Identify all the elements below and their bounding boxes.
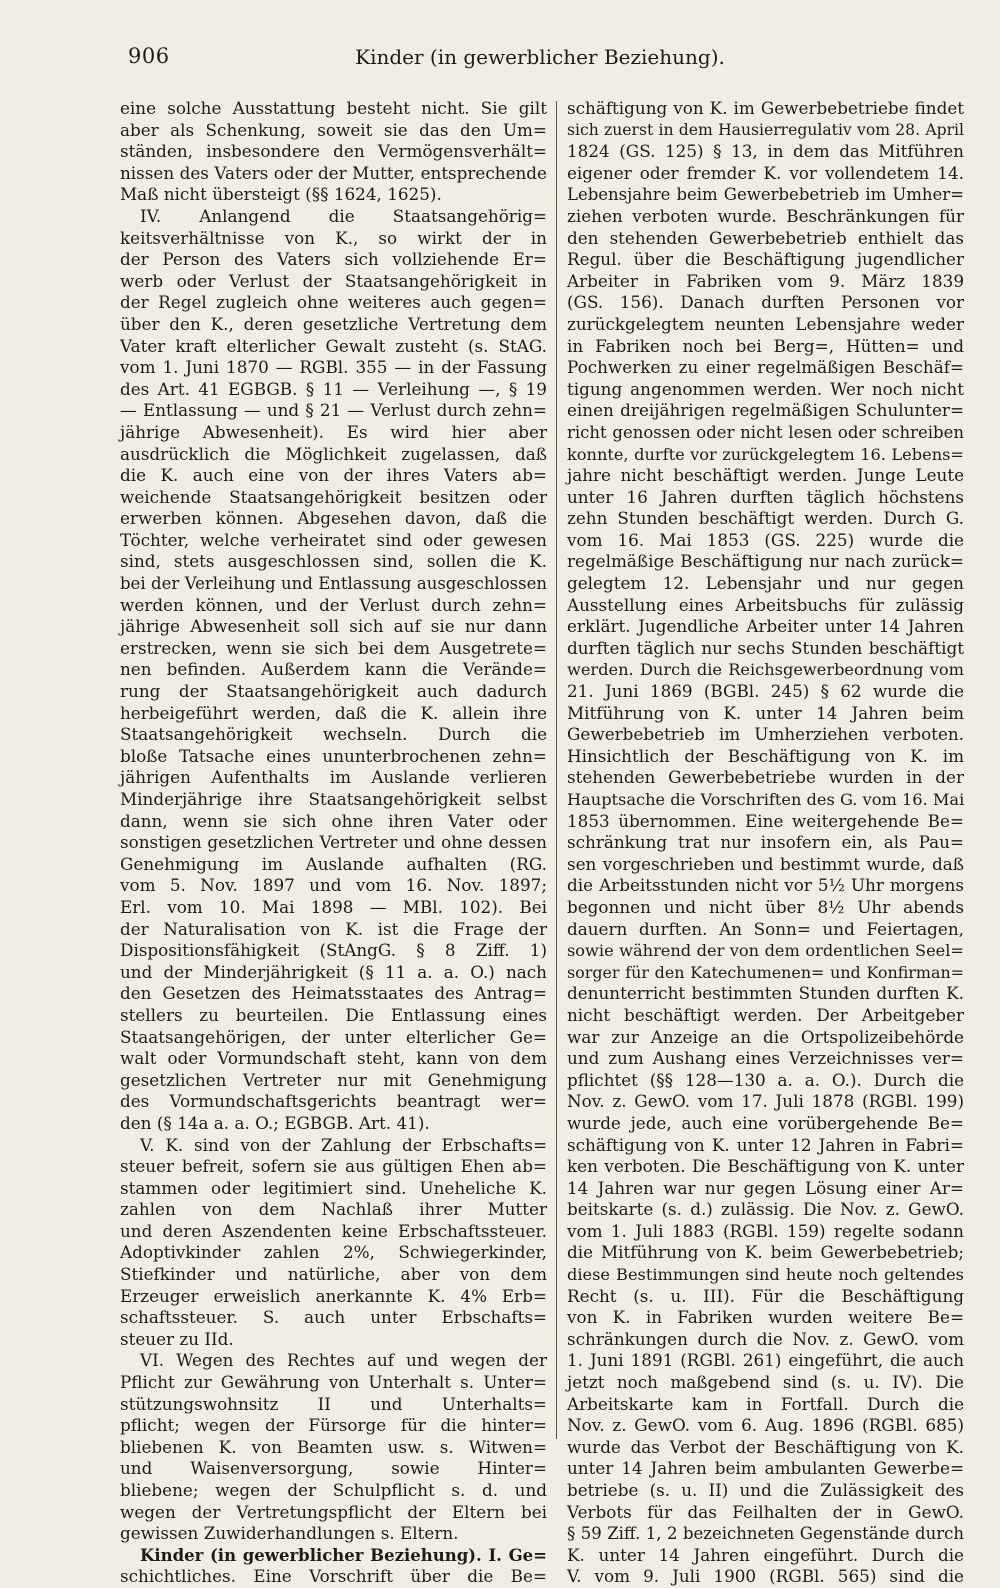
- text-line: sen vorgeschrieben und bestimmt wurde, daß: [567, 853, 964, 874]
- text-line: erstrecken, wenn sie sich bei dem Ausgetrete=: [120, 637, 547, 658]
- text-line: sind, stets ausgeschlossen sind, sollen die K.: [120, 551, 547, 572]
- text-line: jährigen Aufenthalts im Auslande verlieren: [120, 767, 547, 788]
- text-line: V. vom 9. Juli 1900 (RGBl. 565) sind die: [567, 1566, 964, 1587]
- text-line: konnte, durfte vor zurückgelegtem 16. Lebens=: [567, 444, 964, 464]
- text-line: Maß nicht übersteigt (§§ 1624, 1625).: [120, 184, 442, 205]
- text-line: Hinsichtlich der Beschäftigung von K. im: [567, 745, 964, 766]
- text-line: diese Bestimmungen sind heute noch geltendes: [567, 1265, 964, 1285]
- text-line: Adoptivkinder zahlen 2%, Schwiegerkinder,: [120, 1242, 547, 1263]
- text-line: einen dreijährigen regelmäßigen Schulunter=: [567, 400, 964, 421]
- text-line: IV. Anlangend die Staatsangehörig=: [140, 205, 547, 226]
- text-line: vom 16. Mai 1853 (GS. 225) wurde die: [567, 529, 964, 550]
- text-line: eigener oder fremder K. vor vollendetem 14.: [567, 162, 964, 183]
- text-line: werden können, und der Verlust durch zehn=: [120, 594, 547, 615]
- text-line: Erzeuger erweislich anerkannte K. 4% Erb=: [120, 1285, 547, 1306]
- text-line: Hauptsache die Vorschriften des G. vom 16. Mai: [567, 790, 965, 809]
- text-line: sowie während der von dem ordentlichen Seel=: [567, 941, 964, 961]
- text-line: jährige Abwesenheit). Es wird hier aber: [120, 421, 547, 442]
- text-line: der Naturalisation von K. ist die Frage der: [120, 918, 547, 939]
- text-line: Mitführung von K. unter 14 Jahren beim: [567, 702, 964, 723]
- text-line: Staatsangehörigkeit wechseln. Durch die: [120, 724, 547, 745]
- text-line: schaftssteuer. S. auch unter Erbschafts=: [120, 1307, 547, 1328]
- text-line: Stiefkinder und natürliche, aber von dem: [120, 1264, 547, 1285]
- text-line: stellers zu beurteilen. Die Entlassung eines: [120, 1004, 547, 1025]
- text-line: Arbeitskarte kam in Fortfall. Durch die: [567, 1393, 964, 1414]
- text-line: richt genossen oder nicht lesen oder schreiben: [567, 422, 964, 442]
- text-line: die Arbeitsstunden nicht vor 5½ Uhr morgens: [567, 875, 964, 896]
- text-line: und deren Aszendenten keine Erbschaftssteuer.: [120, 1220, 547, 1241]
- text-line: des Vormundschaftsgerichts beantragt wer=: [120, 1091, 547, 1112]
- text-line: unter 14 Jahren beim ambulanten Gewerbe=: [567, 1458, 964, 1479]
- text-line: steuer befreit, sofern sie aus gültigen Ehen ab=: [120, 1156, 547, 1177]
- text-line: durften täglich nur sechs Stunden beschäftigt: [567, 637, 964, 658]
- text-line: schichtliches. Eine Vorschrift über die Be=: [120, 1566, 547, 1587]
- text-line: wurde das Verbot der Beschäftigung von K.: [567, 1436, 964, 1457]
- text-line: Erl. vom 10. Mai 1898 — MBl. 102). Bei: [120, 896, 547, 917]
- text-line: jährige Abwesenheit soll sich auf sie nur dann: [120, 616, 547, 637]
- text-line: K. unter 14 Jahren eingeführt. Durch die: [567, 1544, 964, 1565]
- text-line: (GS. 156). Danach durften Personen vor: [567, 292, 964, 313]
- text-line: Dispositionsfähigkeit (StAngG. § 8 Ziff. 1): [120, 940, 547, 961]
- text-line: schränkungen durch die Nov. z. GewO. vom: [567, 1328, 964, 1349]
- text-line: eine solche Ausstattung besteht nicht. Sie gilt: [120, 98, 547, 118]
- text-line: dann, wenn sie sich ohne ihren Vater oder: [120, 810, 547, 831]
- text-line: sorger für den Katechumenen= und Konfirman=: [567, 962, 964, 982]
- text-line: über den K., deren gesetzliche Vertretung dem: [120, 313, 547, 334]
- column-divider: [556, 101, 557, 1439]
- text-line: schäftigung von K. unter 12 Jahren in Fabri=: [567, 1134, 964, 1155]
- text-line: Nov. z. GewO. vom 17. Juli 1878 (RGBl. 199): [567, 1091, 964, 1112]
- text-line: Regul. über die Beschäftigung jugendlicher: [567, 249, 964, 270]
- text-line: rung der Staatsangehörigkeit auch dadurch: [120, 681, 547, 702]
- text-line: § 59 Ziff. 1, 2 bezeichneten Gegenstände durch: [567, 1524, 964, 1544]
- text-line: pflichtet (§§ 128—130 a. a. O.). Durch die: [567, 1069, 964, 1090]
- text-line: unter 16 Jahren durften täglich höchstens: [567, 486, 964, 507]
- text-line: Vater kraft elterlicher Gewalt zusteht (s. StAG.: [120, 335, 547, 356]
- text-line: betriebe (s. u. II) und die Zulässigkeit des: [567, 1480, 964, 1500]
- text-line: ziehen verboten wurde. Beschränkungen für: [567, 205, 964, 226]
- text-line: und der Minderjährigkeit (§ 11 a. a. O.) nach: [120, 961, 547, 982]
- text-line: 1824 (GS. 125) § 13, in dem das Mitführen: [567, 141, 964, 162]
- text-line: vom 1. Juli 1883 (RGBl. 159) regelte sodann: [567, 1220, 964, 1241]
- text-line: des Art. 41 EGBGB. § 11 — Verleihung —, § 19: [120, 378, 547, 399]
- text-line: den Gesetzen des Heimatsstaates des Antrag=: [120, 983, 547, 1004]
- text-line: Ausstellung eines Arbeitsbuchs für zulässig: [567, 594, 964, 615]
- text-line: — Entlassung — und § 21 — Verlust durch zehn=: [120, 400, 547, 421]
- text-line: bloße Tatsache eines ununterbrochenen zehn=: [120, 745, 547, 766]
- text-line: vom 1. Juni 1870 — RGBl. 355 — in der Fassung: [120, 357, 547, 378]
- text-line: bliebene; wegen der Schulpflicht s. d. und: [120, 1480, 547, 1500]
- text-line: Lebensjahre beim Gewerbebetrieb im Umher=: [567, 185, 964, 205]
- text-column-right: [567, 98, 965, 1587]
- text-line: Nov. z. GewO. vom 6. Aug. 1896 (RGBl. 685): [567, 1415, 964, 1436]
- text-line: pflicht; wegen der Fürsorge für die hinter=: [120, 1415, 547, 1436]
- text-line: steuer zu IId.: [120, 1328, 234, 1349]
- text-line: den stehenden Gewerbebetrieb enthielt das: [567, 227, 964, 248]
- text-line: die Mitführung von K. beim Gewerbebetrieb;: [567, 1242, 964, 1263]
- text-line: ausdrücklich die Möglichkeit zugelassen, daß: [120, 443, 547, 464]
- text-line: und Waisenversorgung, sowie Hinter=: [120, 1458, 547, 1479]
- text-line: walt oder Vormundschaft steht, kann von dem: [120, 1048, 547, 1069]
- running-title: Kinder (in gewerblicher Beziehung).: [355, 45, 725, 69]
- text-line: der Regel zugleich ohne weiteres auch gegen=: [120, 292, 547, 313]
- text-line: schränkung trat nur insofern ein, als Pau=: [567, 832, 964, 853]
- text-line: aber als Schenkung, soweit sie das den Um=: [120, 119, 547, 140]
- text-line: gewissen Zuwiderhandlungen s. Eltern.: [120, 1523, 459, 1544]
- text-line: stützungswohnsitz II und Unterhalts=: [120, 1393, 547, 1414]
- text-line: war zur Anzeige an die Ortspolizeibehörde: [567, 1026, 964, 1047]
- text-line: Töchter, welche verheiratet sind oder gewesen: [120, 529, 547, 550]
- text-line: erklärt. Jugendliche Arbeiter unter 14 Jahren: [567, 616, 964, 637]
- text-line: nicht beschäftigt werden. Der Arbeitgeber: [567, 1004, 964, 1025]
- text-line: nen befinden. Außerdem kann die Verände=: [120, 659, 547, 680]
- text-line: und zum Aushang eines Verzeichnisses ver=: [567, 1048, 964, 1069]
- text-line: bei der Verleihung und Entlassung ausgeschlossen: [120, 574, 547, 594]
- text-line: Staatsangehörigen, der unter elterlicher Ge=: [120, 1026, 547, 1047]
- text-line: wegen der Vertretungspflicht der Eltern bei: [120, 1501, 547, 1522]
- text-line: werb oder Verlust der Staatsangehörigkeit in: [120, 270, 547, 291]
- text-line: zehn Stunden beschäftigt werden. Durch G.: [567, 508, 964, 529]
- text-line: dauern durften. An Sonn= und Feiertagen,: [567, 918, 964, 939]
- text-line: Gewerbebetrieb im Umherziehen verboten.: [567, 724, 964, 745]
- text-line: stehenden Gewerbebetriebe wurden in der: [567, 767, 964, 788]
- text-line: beitskarte (s. d.) zulässig. Die Nov. z. GewO.: [567, 1199, 964, 1220]
- text-line: denunterricht bestimmten Stunden durften K.: [567, 983, 964, 1004]
- text-line: ständen, insbesondere den Vermögensverhält=: [120, 141, 547, 162]
- text-line: keitsverhältnisse von K., so wirkt der in: [120, 227, 547, 248]
- text-line: den (§ 14a a. a. O.; EGBGB. Art. 41).: [120, 1112, 430, 1133]
- text-line: 14 Jahren war nur gegen Lösung einer Ar=: [567, 1177, 964, 1198]
- text-line: nissen des Vaters oder der Mutter, entsprechende: [120, 162, 547, 183]
- text-line: sich zuerst in dem Hausierregulativ vom 28. April: [567, 120, 964, 139]
- text-line: 1. Juni 1891 (RGBl. 261) eingeführt, die auch: [567, 1350, 964, 1371]
- text-line: stammen oder legitimiert sind. Uneheliche K.: [120, 1177, 547, 1198]
- text-line: werden. Durch die Reichsgewerbeordnung vom: [567, 660, 964, 680]
- text-line: ken verboten. Die Beschäftigung von K. unter: [567, 1156, 964, 1177]
- text-line: Pochwerken zu einer regelmäßigen Beschäf=: [567, 357, 964, 378]
- text-line: von K. in Fabriken wurden weitere Be=: [567, 1307, 964, 1328]
- text-line: Verbots für das Feilhalten der in GewO.: [567, 1501, 964, 1522]
- text-line: Pflicht zur Gewährung von Unterhalt s. Unter=: [120, 1372, 547, 1393]
- text-line: Arbeiter in Fabriken vom 9. März 1839: [567, 270, 964, 291]
- text-line: herbeigeführt werden, daß die K. allein ihre: [120, 702, 547, 723]
- text-column-left: [120, 98, 547, 1587]
- text-line: regelmäßige Beschäftigung nur nach zurück=: [567, 551, 964, 572]
- text-line: in Fabriken noch bei Berg=, Hütten= und: [567, 335, 964, 356]
- text-line: vom 5. Nov. 1897 und vom 16. Nov. 1897;: [120, 875, 547, 896]
- text-line: erwerben können. Abgesehen davon, daß die: [120, 508, 547, 529]
- text-line: zurückgelegtem neunten Lebensjahre weder: [567, 313, 964, 334]
- text-line: schäftigung von K. im Gewerbebetriebe findet: [567, 98, 964, 118]
- text-line: 21. Juni 1869 (BGBl. 245) § 62 wurde die: [567, 681, 964, 702]
- text-line: gelegtem 12. Lebensjahr und nur gegen: [567, 573, 964, 594]
- text-line: Genehmigung im Auslande aufhalten (RG.: [120, 853, 547, 874]
- text-line: Kinder (in gewerblicher Beziehung). I. Ge=: [140, 1545, 547, 1565]
- text-line: sonstigen gesetzlichen Vertreter und ohne dessen: [120, 832, 547, 853]
- text-line: tigung angenommen werden. Wer noch nicht: [567, 378, 964, 399]
- text-line: der Person des Vaters sich vollziehende Er=: [120, 249, 547, 270]
- text-line: 1853 übernommen. Eine weitergehende Be=: [567, 810, 964, 831]
- text-line: weichende Staatsangehörigkeit besitzen oder: [120, 486, 547, 507]
- text-line: gesetzlichen Vertreter nur mit Genehmigung: [120, 1069, 547, 1090]
- text-line: bliebenen K. von Beamten usw. s. Witwen=: [120, 1436, 547, 1457]
- text-line: Minderjährige ihre Staatsangehörigkeit selbst: [120, 789, 547, 809]
- page-header: [128, 44, 958, 78]
- text-line: V. K. sind von der Zahlung der Erbschafts=: [140, 1134, 547, 1155]
- text-line: Recht (s. u. III). Für die Beschäftigung: [567, 1285, 964, 1306]
- text-line: jahre nicht beschäftigt werden. Junge Leute: [567, 465, 964, 486]
- text-line: zahlen von dem Nachlaß ihrer Mutter: [120, 1199, 547, 1220]
- text-line: die K. auch eine von der ihres Vaters ab=: [120, 465, 547, 486]
- text-line: wurde jede, auch eine vorübergehende Be=: [567, 1112, 964, 1133]
- text-line: begonnen und nicht über 8½ Uhr abends: [567, 896, 964, 917]
- page-number: 906: [128, 44, 170, 68]
- text-line: jetzt noch maßgebend sind (s. u. IV). Die: [567, 1372, 964, 1393]
- text-line: VI. Wegen des Rechtes auf und wegen der: [140, 1350, 547, 1371]
